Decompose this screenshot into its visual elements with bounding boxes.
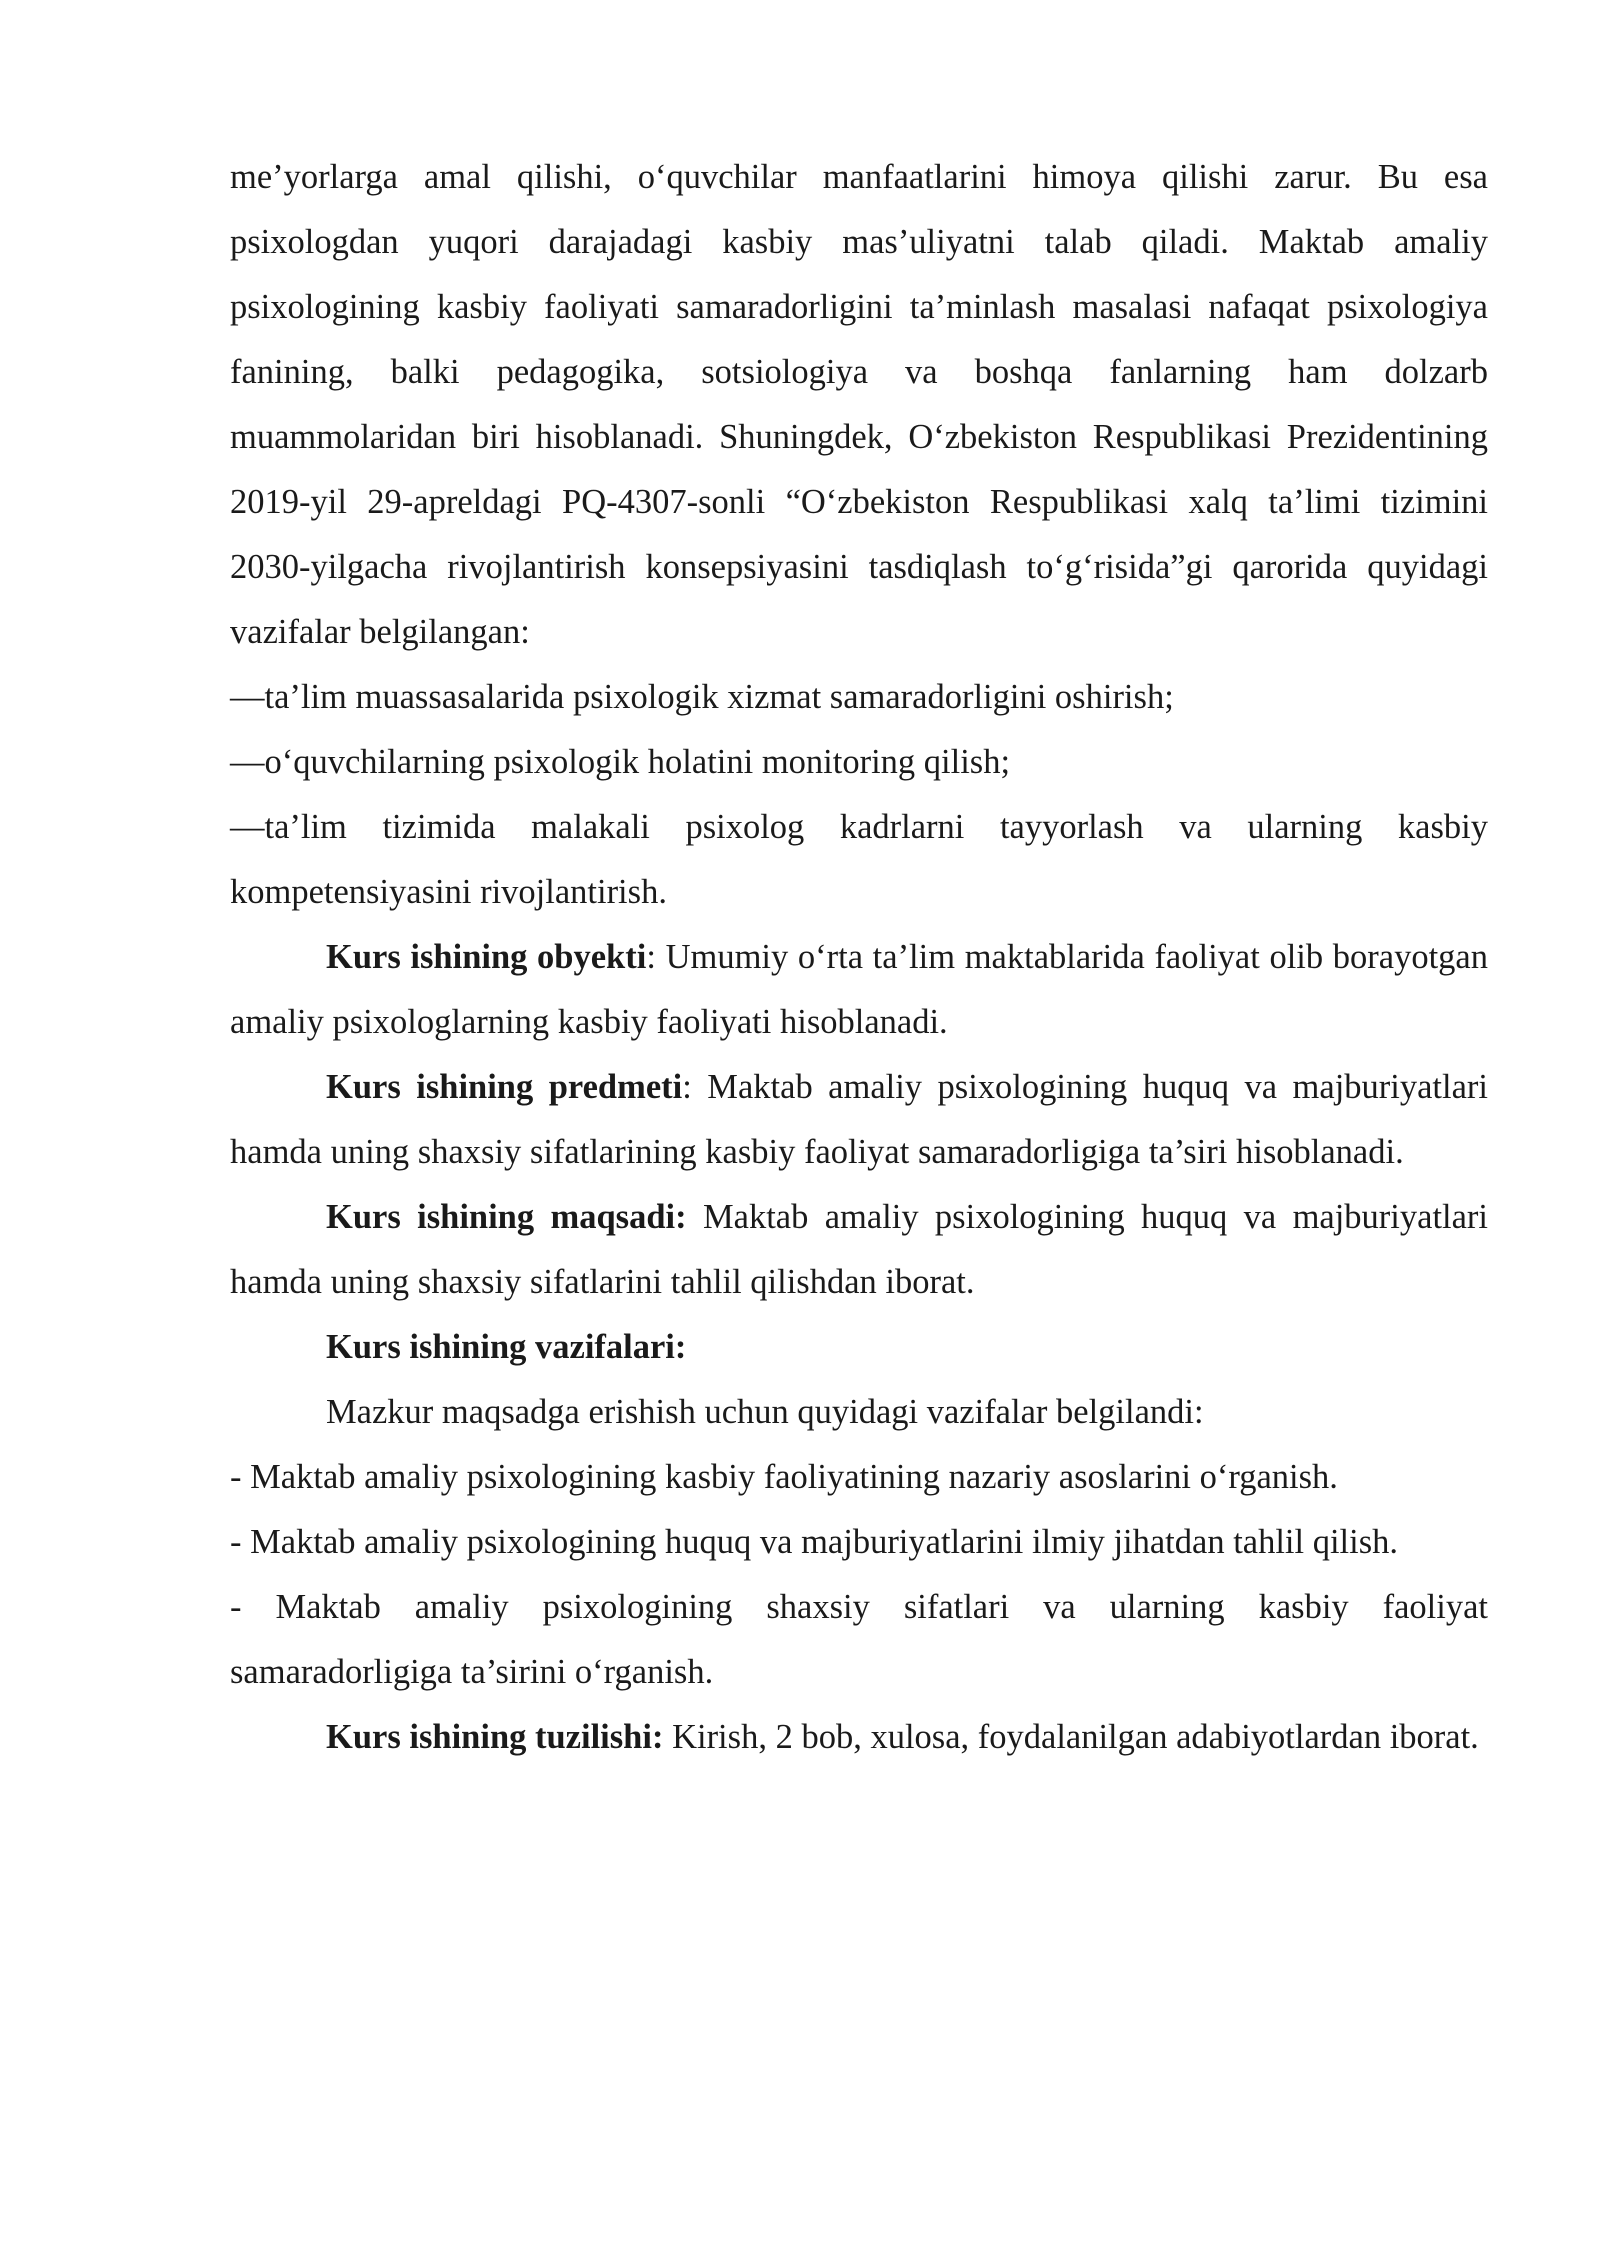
task-item: - Maktab amaliy psixologining kasbiy faoliyatining nazariy asoslarini o‘rganish. [230,1458,1338,1496]
structure-label: Kurs ishining tuzilishi: [326,1718,664,1756]
goal-paragraph [230,1185,1488,1315]
structure-text: Kirish, 2 bob, xulosa, foydalanilgan adabiyotlardan iborat. [663,1718,1479,1756]
intro-paragraph: me’yorlarga amal qilishi, o‘quvchilar manfaatlarini himoya qilishi zarur. Bu esa psixologdan yuqori darajadagi kasbiy mas’uliyatni talab qiladi. Maktab amaliy psixologining kasbiy faoliyati samaradorligini ta’minlash masalasi nafaqat psixologiya fanining, balki pedagogika, sotsiologiya va boshqa fanlarning ham dolzarb muammolaridan biri hisoblanadi. Shuningdek, O‘zbekiston Respublikasi Prezidentining 2019-yil 29-apreldagi PQ-4307-sonli “O‘zbekiston Respublikasi xalq ta’limi tizimini 2030-yilgacha rivojlantirish konsepsiyasini tasdiqlash to‘g‘risida”gi qarorida quyidagi vazifalar belgilangan: [230,158,1488,651]
object-paragraph [230,925,1488,1055]
object-text: : Umumiy o‘rta ta’lim maktablarida faoliyat olib borayotgan amaliy psixologlarning kasbiy faoliyati hisoblanadi. [230,938,1488,1041]
goal-text: Maktab amaliy psixologining huquq va majburiyatlari hamda uning shaxsiy sifatlarini tahlil qilishdan iborat. [230,1198,1489,1301]
decree-task-item: —o‘quvchilarning psixologik holatini monitoring qilish; [230,743,1011,781]
subject-label: Kurs ishining predmeti [326,1068,683,1106]
subject-paragraph [230,1055,1488,1185]
decree-task-item: —ta’lim muassasalarida psixologik xizmat samaradorligini oshirish; [230,678,1174,716]
tasks-heading: Kurs ishining vazifalari: [326,1328,687,1366]
tasks-intro: Mazkur maqsadga erishish uchun quyidagi vazifalar belgilandi: [326,1393,1204,1431]
structure-paragraph [230,1705,1488,1770]
document-page [230,145,1488,1770]
task-item: - Maktab amaliy psixologining huquq va majburiyatlarini ilmiy jihatdan tahlil qilish. [230,1523,1399,1561]
task-item: - Maktab amaliy psixologining shaxsiy sifatlari va ularning kasbiy faoliyat samaradorligiga ta’sirini o‘rganish. [230,1588,1488,1691]
object-label: Kurs ishining obyekti [326,938,647,976]
subject-text: : Maktab amaliy psixologining huquq va majburiyatlari hamda uning shaxsiy sifatlarining kasbiy faoliyat samaradorligiga ta’siri hisoblanadi. [230,1068,1488,1171]
goal-label: Kurs ishining maqsadi: [326,1198,687,1236]
decree-task-item: —ta’lim tizimida malakali psixolog kadrlarni tayyorlash va ularning kasbiy kompetensiyasini rivojlantirish. [230,808,1488,911]
